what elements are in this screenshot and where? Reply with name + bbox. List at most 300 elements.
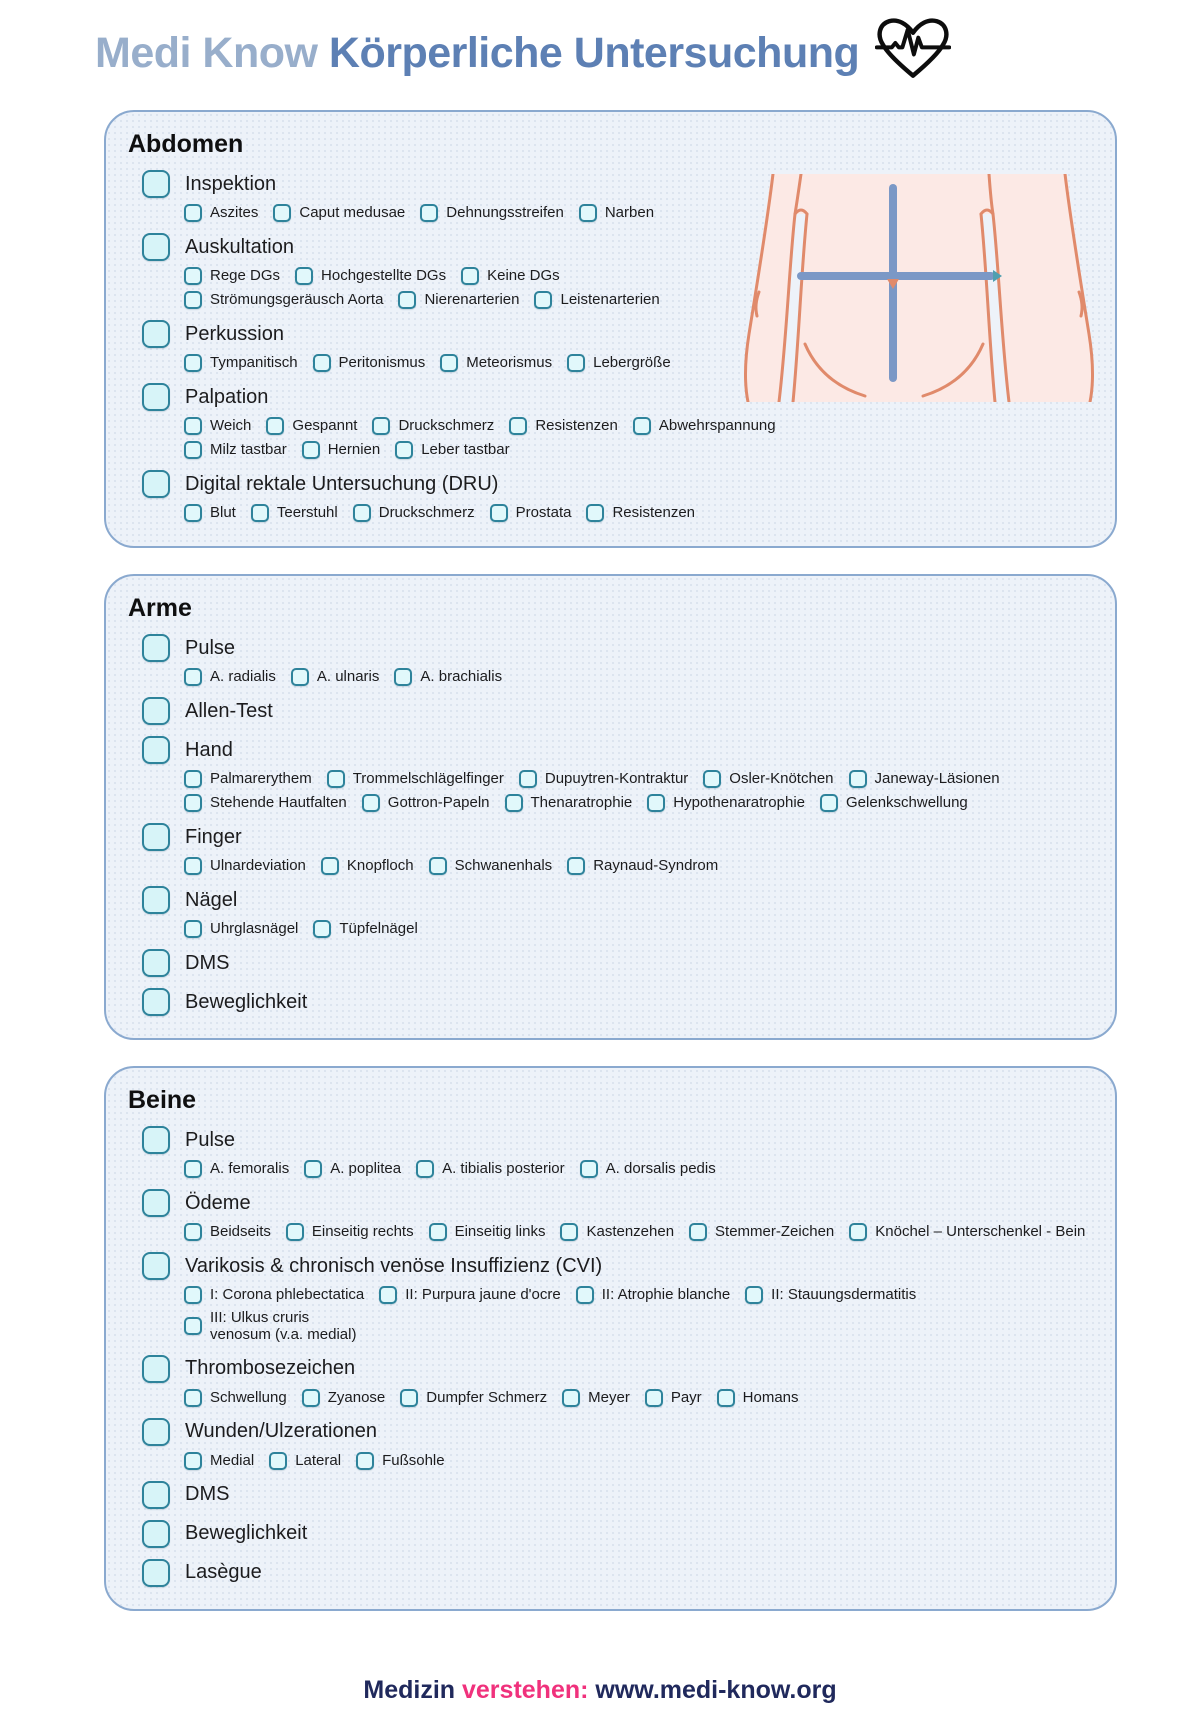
checkbox-gottron-papeln[interactable]: [362, 794, 380, 812]
sub-item-dehnungsstreifen: [420, 204, 564, 222]
sub-item-kastenzehen: [560, 1223, 674, 1241]
sub-label-leistenarterien: Leistenarterien: [560, 291, 660, 308]
checkbox-a-dorsalis-pedis[interactable]: [580, 1160, 598, 1178]
checkbox-a-tibialis-posterior[interactable]: [416, 1160, 434, 1178]
item-label-allen-test: Allen-Test: [185, 699, 273, 722]
sub-item-abwehrspannung: [633, 417, 776, 435]
item-label-beweglichkeit: Beweglichkeit: [185, 990, 308, 1013]
sub-label-hypothenaratrophie: Hypothenaratrophie: [673, 794, 806, 811]
checkbox-beweglichkeit[interactable]: [142, 988, 170, 1016]
item-label-ödeme: Ödeme: [185, 1191, 251, 1214]
sub-label-raynaud-syndrom: Raynaud-Syndrom: [593, 857, 719, 874]
sub-label-lebergröße: Lebergröße: [593, 354, 671, 371]
sub-item-uhrglasnägel: [184, 920, 298, 938]
sub-item-thenaratrophie: [505, 794, 633, 812]
checkbox-uhrglasnägel[interactable]: [184, 920, 202, 938]
item-label-beweglichkeit: Beweglichkeit: [185, 1522, 308, 1544]
checkbox-knöchel-unterschenkel-bein[interactable]: [849, 1223, 867, 1241]
sub-label-trommelschlägelfinger: Trommelschlägelfinger: [352, 770, 504, 787]
section-beine: [104, 1066, 1117, 1611]
item-label-dms: DMS: [185, 951, 230, 974]
item-thrombosezeichen: [142, 1355, 1097, 1383]
checkbox-resistenzen[interactable]: [586, 504, 604, 522]
sub-item-teerstuhl: [251, 504, 338, 522]
item-label-auskultation: Auskultation: [185, 235, 294, 258]
checkbox-ii-purpura-jaune-d-ocre[interactable]: [379, 1286, 397, 1304]
checkbox-a-ulnaris[interactable]: [291, 668, 309, 686]
checkbox-dms[interactable]: [142, 949, 170, 977]
checkbox-hand[interactable]: [142, 736, 170, 764]
checkbox-schwanenhals[interactable]: [429, 857, 447, 875]
item-label-hand: Hand: [185, 738, 233, 761]
sub-item-schwellung: [184, 1389, 287, 1407]
sub-label-i-corona-phlebectatica: I: Corona phlebectatica: [210, 1286, 365, 1303]
sub-item-keine-dgs: [461, 267, 560, 285]
sub-item-druckschmerz: [372, 417, 494, 435]
sub-label-fußsohle: Fußsohle: [382, 1451, 445, 1469]
sub-item-raynaud-syndrom: [567, 857, 718, 875]
sub-label-hernien: Hernien: [327, 441, 381, 458]
checkbox-trommelschlägelfinger[interactable]: [327, 770, 345, 788]
sub-label-beidseits: Beidseits: [210, 1223, 271, 1240]
checkbox-varikosis-chronisch-venöse-insuffizienz-cvi[interactable]: [142, 1252, 170, 1280]
item-dms: [142, 1481, 1097, 1509]
footer-url[interactable]: www.medi-know.org: [595, 1676, 837, 1704]
checkbox-nägel[interactable]: [142, 886, 170, 914]
sub-label-osler-knötchen: Osler-Knötchen: [729, 770, 834, 787]
sub-label-knöchel-unterschenkel-bein: Knöchel – Unterschenkel - Bein: [875, 1223, 1086, 1240]
checkbox-dms[interactable]: [142, 1481, 170, 1509]
sub-label-meteorismus: Meteorismus: [466, 354, 553, 371]
sub-item-resistenzen: [586, 504, 695, 522]
sub-label-hochgestellte-dgs: Hochgestellte DGs: [321, 267, 447, 284]
checkbox-medial[interactable]: [184, 1452, 202, 1470]
sub-item-medial: [184, 1452, 254, 1470]
sub-label-knopfloch: Knopfloch: [346, 857, 414, 874]
item-label-dms: DMS: [185, 1483, 230, 1505]
sub-label-nierenarterien: Nierenarterien: [424, 291, 520, 308]
checkbox-gelenkschwellung[interactable]: [820, 794, 838, 812]
sub-label-dehnungsstreifen: Dehnungsstreifen: [446, 204, 564, 221]
sub-row: [184, 417, 1091, 435]
checkbox-auskultation[interactable]: [142, 233, 170, 261]
item-hand: [142, 736, 1097, 764]
sub-label-payr: Payr: [670, 1388, 702, 1406]
checkbox-einseitig-links[interactable]: [429, 1223, 447, 1241]
sub-label-thenaratrophie: Thenaratrophie: [530, 794, 633, 811]
checkbox-blut[interactable]: [184, 504, 202, 522]
checkbox-finger[interactable]: [142, 823, 170, 851]
sub-label-blut: Blut: [210, 504, 236, 521]
checkbox-stemmer-zeichen[interactable]: [689, 1223, 707, 1241]
sub-item-nierenarterien: [398, 291, 519, 309]
checkbox-peritonismus[interactable]: [313, 354, 331, 372]
item-pulse: [142, 634, 1097, 662]
sub-label-ii-stauungsdermatitis: II: Stauungsdermatitis: [771, 1286, 917, 1303]
checkbox-janeway-läsionen[interactable]: [849, 770, 867, 788]
sub-row: [184, 1389, 1091, 1407]
sub-item-hochgestellte-dgs: [295, 267, 446, 285]
sub-label-leber-tastbar: Leber tastbar: [421, 441, 510, 458]
sub-label-gelenkschwellung: Gelenkschwellung: [846, 794, 968, 811]
checkbox-zyanose[interactable]: [302, 1389, 320, 1407]
sub-label-weich: Weich: [210, 417, 252, 434]
checkbox-hochgestellte-dgs[interactable]: [295, 267, 313, 285]
checkbox-thenaratrophie[interactable]: [505, 794, 523, 812]
sub-row: [184, 770, 1091, 788]
sub-label-uhrglasnägel: Uhrglasnägel: [210, 920, 299, 937]
footer-tagline-1: Medizin: [363, 1676, 456, 1704]
item-wunden-ulzerationen: [142, 1418, 1097, 1446]
sub-item-gespannt: [266, 417, 357, 435]
checkbox-payr[interactable]: [645, 1389, 663, 1407]
sub-label-ii-atrophie-blanche: II: Atrophie blanche: [601, 1286, 731, 1303]
sub-row: [184, 1452, 1091, 1470]
sub-row: [184, 504, 1091, 522]
sub-label-meyer: Meyer: [588, 1388, 630, 1406]
sub-item-knöchel-unterschenkel-bein: [849, 1223, 1085, 1241]
page-title-main: Körperliche Untersuchung: [328, 28, 860, 77]
checkbox-raynaud-syndrom[interactable]: [567, 857, 585, 875]
checkbox-tympanitisch[interactable]: [184, 354, 202, 372]
sub-item-a-femoralis: [184, 1160, 289, 1178]
sub-item-ii-purpura-jaune-d-ocre: [379, 1286, 560, 1304]
sub-label-keine-dgs: Keine DGs: [487, 267, 560, 284]
checkbox-a-radialis[interactable]: [184, 668, 202, 686]
sub-label-aszites: Aszites: [210, 204, 259, 221]
checkbox-beweglichkeit[interactable]: [142, 1520, 170, 1548]
checkbox-teerstuhl[interactable]: [251, 504, 269, 522]
sub-label-abwehrspannung: Abwehrspannung: [658, 417, 776, 434]
sub-item-blut: [184, 504, 236, 522]
sub-item-caput-medusae: [273, 204, 405, 222]
checkbox-a-brachialis[interactable]: [394, 668, 412, 686]
sub-row: [184, 794, 1091, 812]
sub-label-ii-purpura-jaune-d-ocre: II: Purpura jaune d'ocre: [405, 1286, 561, 1303]
item-perkussion: [142, 320, 1097, 348]
item-lasègue: [142, 1559, 1097, 1587]
checkbox-resistenzen[interactable]: [509, 417, 527, 435]
checkbox-gespannt[interactable]: [266, 417, 284, 435]
sub-label-medial: Medial: [210, 1451, 255, 1469]
sub-label-zyanose: Zyanose: [327, 1388, 386, 1406]
sub-label-druckschmerz: Druckschmerz: [398, 417, 495, 434]
sub-label-prostata: Prostata: [515, 504, 572, 521]
checkbox-lasègue[interactable]: [142, 1559, 170, 1587]
sub-label-druckschmerz: Druckschmerz: [378, 504, 475, 521]
checkbox-strömungsgeräusch-aorta[interactable]: [184, 291, 202, 309]
section-arme: [104, 574, 1117, 1040]
sub-item-milz-tastbar: [184, 441, 287, 459]
sub-item-gelenkschwellung: [820, 794, 968, 812]
sub-item-narben: [579, 204, 654, 222]
item-digital-rektale-untersuchung-dru: [142, 470, 1097, 498]
section-title-beine: Beine: [128, 1086, 197, 1114]
checkbox-digital-rektale-untersuchung-dru[interactable]: [142, 470, 170, 498]
sub-item-tympanitisch: [184, 354, 298, 372]
checkbox-allen-test[interactable]: [142, 697, 170, 725]
checkbox-weich[interactable]: [184, 417, 202, 435]
checkbox-meyer[interactable]: [562, 1389, 580, 1407]
item-nägel: [142, 886, 1097, 914]
checkbox-a-poplitea[interactable]: [304, 1160, 322, 1178]
checkbox-pulse[interactable]: [142, 634, 170, 662]
sub-item-osler-knötchen: [703, 770, 833, 788]
sub-label-stehende-hautfalten: Stehende Hautfalten: [210, 794, 347, 811]
item-auskultation: [142, 233, 1097, 261]
checkbox-keine-dgs[interactable]: [461, 267, 479, 285]
sub-item-prostata: [490, 504, 572, 522]
sub-label-a-brachialis: A. brachialis: [420, 668, 503, 685]
page-title-text: [317, 29, 328, 77]
item-finger: [142, 823, 1097, 851]
checkbox-leistenarterien[interactable]: [534, 291, 552, 309]
sub-label-einseitig-links: Einseitig links: [454, 1223, 546, 1240]
checkbox-kastenzehen[interactable]: [560, 1223, 578, 1241]
sub-item-a-ulnaris: [291, 668, 380, 686]
item-inspektion: [142, 170, 1097, 198]
checkbox-osler-knötchen[interactable]: [703, 770, 721, 788]
sub-item-meyer: [562, 1389, 630, 1407]
sub-label-caput-medusae: Caput medusae: [299, 204, 406, 221]
sub-item-gottron-papeln: [362, 794, 490, 812]
checkbox-schwellung[interactable]: [184, 1389, 202, 1407]
sub-item-beidseits: [184, 1223, 271, 1241]
sub-item-dumpfer-schmerz: [400, 1389, 547, 1407]
sub-label-rege-dgs: Rege DGs: [210, 267, 281, 284]
sub-label-a-poplitea: A. poplitea: [330, 1160, 402, 1177]
sub-label-stemmer-zeichen: Stemmer-Zeichen: [715, 1223, 835, 1240]
section-title-abdomen: Abdomen: [128, 130, 244, 158]
sub-label-palmarerythem: Palmarerythem: [210, 770, 312, 787]
sub-label-a-tibialis-posterior: A. tibialis posterior: [442, 1160, 565, 1177]
checklist: [0, 84, 1200, 1611]
item-label-perkussion: Perkussion: [185, 322, 284, 345]
checkbox-prostata[interactable]: [490, 504, 508, 522]
sub-label-ulnardeviation: Ulnardeviation: [210, 857, 306, 874]
item-label-palpation: Palpation: [185, 385, 269, 408]
checkbox-i-corona-phlebectatica[interactable]: [184, 1286, 202, 1304]
checkbox-homans[interactable]: [717, 1389, 735, 1407]
checkbox-meteorismus[interactable]: [440, 354, 458, 372]
sub-label-a-dorsalis-pedis: A. dorsalis pedis: [605, 1160, 716, 1177]
checkbox-pulse[interactable]: [142, 1126, 170, 1154]
checkbox-stehende-hautfalten[interactable]: [184, 794, 202, 812]
checkbox-lateral[interactable]: [269, 1452, 287, 1470]
sub-row: [184, 1160, 1091, 1178]
checkbox-tüpfelnägel[interactable]: [313, 920, 331, 938]
sub-item-a-poplitea: [304, 1160, 401, 1178]
item-ödeme: [142, 1189, 1097, 1217]
item-label-pulse: Pulse: [185, 1128, 236, 1151]
sub-item-tüpfelnägel: [313, 920, 417, 938]
sub-item-payr: [645, 1389, 702, 1407]
item-palpation: [142, 383, 1097, 411]
checkbox-druckschmerz[interactable]: [353, 504, 371, 522]
sub-item-strömungsgeräusch-aorta: [184, 291, 383, 309]
item-label-digital-rektale-untersuchung-dru: Digital rektale Untersuchung (DRU): [185, 472, 499, 495]
item-label-thrombosezeichen: Thrombosezeichen: [185, 1357, 356, 1379]
sub-label-narben: Narben: [604, 204, 655, 221]
sub-label-teerstuhl: Teerstuhl: [276, 504, 338, 521]
checkbox-ii-atrophie-blanche[interactable]: [576, 1286, 594, 1304]
item-label-finger: Finger: [185, 825, 242, 848]
sub-item-lebergröße: [567, 354, 671, 372]
sub-label-lateral: Lateral: [295, 1451, 342, 1469]
sub-row: [184, 857, 1091, 875]
checkbox-inspektion[interactable]: [142, 170, 170, 198]
checkbox-dehnungsstreifen[interactable]: [420, 204, 438, 222]
sub-label-a-femoralis: A. femoralis: [210, 1160, 290, 1177]
sub-item-lateral: [269, 1452, 341, 1470]
item-varikosis-chronisch-venöse-insuffizienz-cvi: [142, 1252, 1097, 1280]
checkbox-caput-medusae[interactable]: [273, 204, 291, 222]
sub-item-peritonismus: [313, 354, 426, 372]
checkbox-einseitig-rechts[interactable]: [286, 1223, 304, 1241]
header: [0, 0, 1200, 84]
item-label-wunden-ulzerationen: Wunden/Ulzerationen: [185, 1420, 377, 1442]
sub-item-druckschmerz: [353, 504, 475, 522]
item-pulse: [142, 1126, 1097, 1154]
checkbox-hypothenaratrophie[interactable]: [647, 794, 665, 812]
checkbox-iii-ulkus-cruris-venosum-v-a-medial[interactable]: [184, 1317, 202, 1335]
checkbox-thrombosezeichen[interactable]: [142, 1355, 170, 1383]
checkbox-lebergröße[interactable]: [567, 354, 585, 372]
sub-item-stehende-hautfalten: [184, 794, 347, 812]
checkbox-a-femoralis[interactable]: [184, 1160, 202, 1178]
sub-item-ii-atrophie-blanche: [576, 1286, 730, 1304]
sub-label-kastenzehen: Kastenzehen: [586, 1223, 675, 1240]
checkbox-narben[interactable]: [579, 204, 597, 222]
sub-row: [184, 204, 1091, 222]
sub-label-iii-ulkus-cruris-venosum-v-a-medial: III: Ulkus cruris venosum (v.a. medial): [210, 1309, 357, 1344]
checkbox-wunden-ulzerationen[interactable]: [142, 1418, 170, 1446]
sub-label-gottron-papeln: Gottron-Papeln: [387, 794, 490, 811]
sub-label-tympanitisch: Tympanitisch: [210, 354, 298, 371]
sub-row: [184, 1286, 1091, 1344]
checkbox-druckschmerz[interactable]: [372, 417, 390, 435]
checkbox-beidseits[interactable]: [184, 1223, 202, 1241]
sub-row: [184, 291, 1091, 309]
section-abdomen: [104, 110, 1117, 548]
sub-row: [184, 354, 1091, 372]
sub-item-stemmer-zeichen: [689, 1223, 834, 1241]
sub-item-iii-ulkus-cruris-venosum-v-a-medial: [184, 1309, 360, 1344]
checkbox-palmarerythem[interactable]: [184, 770, 202, 788]
sub-label-dumpfer-schmerz: Dumpfer Schmerz: [426, 1388, 548, 1406]
sub-item-leber-tastbar: [395, 441, 509, 459]
sub-label-tüpfelnägel: Tüpfelnägel: [339, 920, 418, 937]
checkbox-rege-dgs[interactable]: [184, 267, 202, 285]
item-beweglichkeit: [142, 1520, 1097, 1548]
sub-label-einseitig-rechts: Einseitig rechts: [311, 1223, 414, 1240]
sub-label-schwellung: Schwellung: [210, 1388, 287, 1406]
checkbox-perkussion[interactable]: [142, 320, 170, 348]
checkbox-palpation[interactable]: [142, 383, 170, 411]
footer-tagline-2: verstehen:: [462, 1676, 589, 1704]
sub-label-milz-tastbar: Milz tastbar: [210, 441, 287, 458]
sub-item-ulnardeviation: [184, 857, 306, 875]
sub-row: [184, 1223, 1091, 1241]
sub-item-rege-dgs: [184, 267, 280, 285]
footer: [0, 1676, 1200, 1733]
item-label-inspektion: Inspektion: [185, 172, 277, 195]
item-label-lasègue: Lasègue: [185, 1561, 262, 1583]
sub-row: [184, 441, 1091, 459]
sub-row: [184, 267, 1091, 285]
checkbox-fußsohle[interactable]: [356, 1452, 374, 1470]
checkbox-abwehrspannung[interactable]: [633, 417, 651, 435]
item-label-varikosis-chronisch-venöse-insuffizienz-cvi: Varikosis & chronisch venöse Insuffizienz (CVI): [185, 1254, 603, 1277]
sub-item-hernien: [302, 441, 381, 459]
sub-item-resistenzen: [509, 417, 618, 435]
sub-item-a-tibialis-posterior: [416, 1160, 565, 1178]
sub-item-a-radialis: [184, 668, 276, 686]
item-allen-test: [142, 697, 1097, 725]
sub-item-leistenarterien: [534, 291, 659, 309]
page-title: [95, 29, 859, 78]
sub-item-a-dorsalis-pedis: [580, 1160, 716, 1178]
sub-item-trommelschlägelfinger: [327, 770, 504, 788]
sub-row: [184, 668, 1091, 686]
sub-item-aszites: [184, 204, 258, 222]
sub-item-weich: [184, 417, 251, 435]
sub-label-dupuytren-kontraktur: Dupuytren-Kontraktur: [544, 770, 689, 787]
checkbox-dumpfer-schmerz[interactable]: [400, 1389, 418, 1407]
sub-label-homans: Homans: [742, 1388, 799, 1406]
checkbox-nierenarterien[interactable]: [398, 291, 416, 309]
checkbox-leber-tastbar[interactable]: [395, 441, 413, 459]
sub-label-strömungsgeräusch-aorta: Strömungsgeräusch Aorta: [210, 291, 384, 308]
item-beweglichkeit: [142, 988, 1097, 1016]
sub-label-janeway-läsionen: Janeway-Läsionen: [874, 770, 1000, 787]
checkbox-knopfloch[interactable]: [321, 857, 339, 875]
sub-row: [184, 920, 1091, 938]
sub-item-ii-stauungsdermatitis: [745, 1286, 916, 1304]
heart-pulse-icon: [875, 16, 951, 84]
item-label-nägel: Nägel: [185, 888, 238, 911]
section-title-arme: Arme: [128, 594, 192, 622]
sub-item-a-brachialis: [394, 668, 502, 686]
sub-item-hypothenaratrophie: [647, 794, 805, 812]
checkbox-aszites[interactable]: [184, 204, 202, 222]
sub-item-meteorismus: [440, 354, 552, 372]
sub-item-dupuytren-kontraktur: [519, 770, 688, 788]
sub-item-palmarerythem: [184, 770, 312, 788]
sub-item-i-corona-phlebectatica: [184, 1286, 364, 1304]
sub-item-homans: [717, 1389, 799, 1407]
brand-name: Medi Know: [95, 28, 318, 77]
sub-item-einseitig-links: [429, 1223, 546, 1241]
sub-label-schwanenhals: Schwanenhals: [454, 857, 553, 874]
sub-label-resistenzen: Resistenzen: [612, 504, 696, 521]
sub-item-knopfloch: [321, 857, 414, 875]
sub-item-zyanose: [302, 1389, 386, 1407]
sub-label-a-radialis: A. radialis: [210, 668, 276, 685]
sub-label-gespannt: Gespannt: [292, 417, 358, 434]
item-label-pulse: Pulse: [185, 636, 236, 659]
sub-label-resistenzen: Resistenzen: [535, 417, 618, 434]
checkbox-hernien[interactable]: [302, 441, 320, 459]
sub-item-janeway-läsionen: [849, 770, 1000, 788]
checkbox-ii-stauungsdermatitis[interactable]: [745, 1286, 763, 1304]
checkbox-ulnardeviation[interactable]: [184, 857, 202, 875]
item-dms: [142, 949, 1097, 977]
checkbox-dupuytren-kontraktur[interactable]: [519, 770, 537, 788]
sub-item-einseitig-rechts: [286, 1223, 414, 1241]
checkbox-ödeme[interactable]: [142, 1189, 170, 1217]
checkbox-milz-tastbar[interactable]: [184, 441, 202, 459]
